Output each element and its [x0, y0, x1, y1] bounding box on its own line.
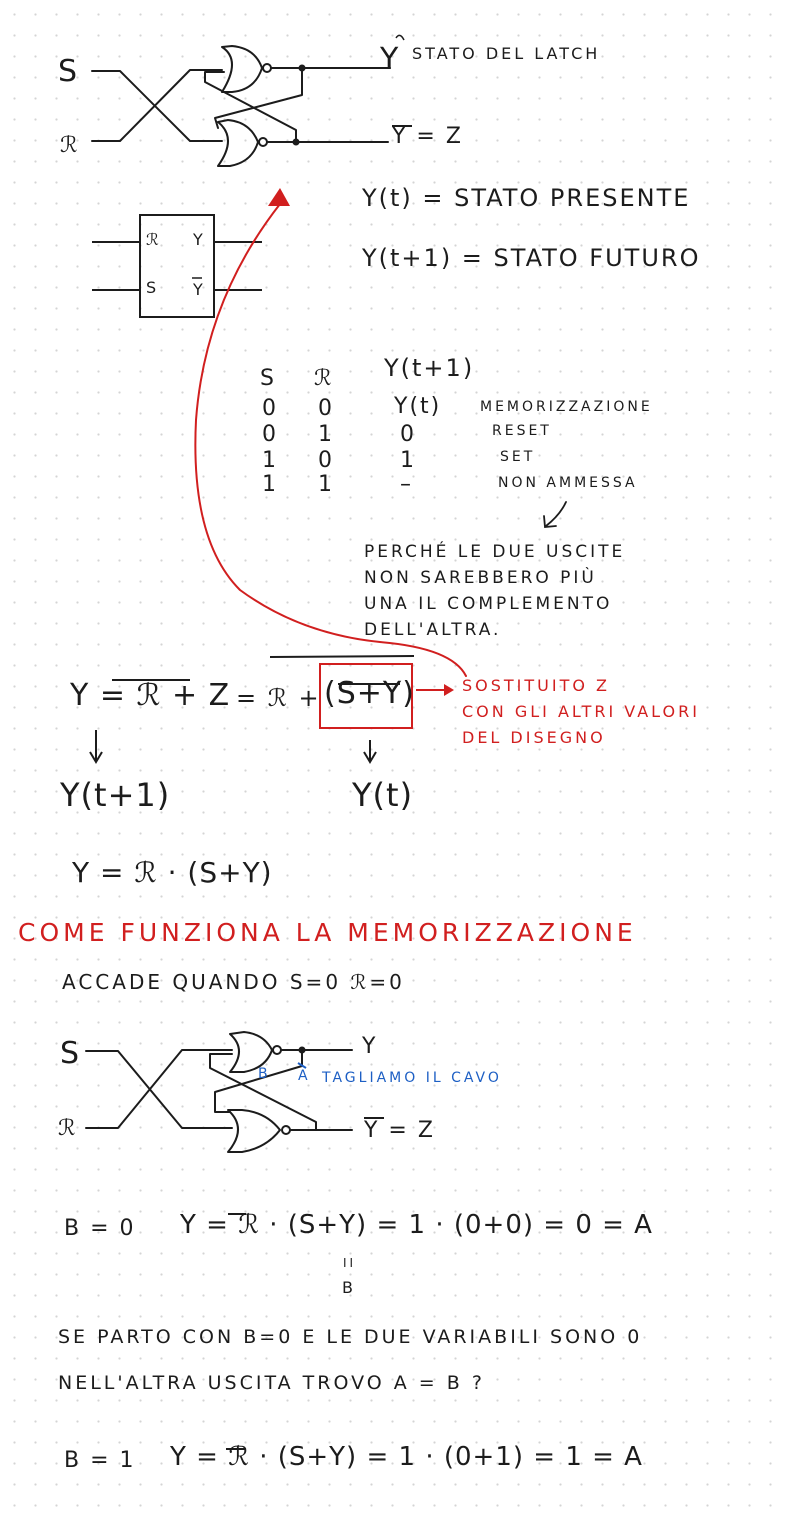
tt-r3-r: 1 — [318, 472, 334, 497]
latch2-output-y: Y — [362, 1034, 378, 1059]
tt-r2-note: SET — [500, 449, 536, 465]
latch1-input-r: ℛ — [60, 133, 80, 158]
section-subtitle: ACCADE QUANDO S=0 ℛ=0 — [62, 970, 405, 994]
tt-r0-r: 0 — [318, 396, 334, 421]
tt-r1-r: 1 — [318, 422, 334, 447]
latch2-blue-note: TAGLIAMO IL CAVO — [322, 1070, 502, 1086]
text-line-1: SE PARTO CON B=0 E LE DUE VARIABILI SONO 0 — [58, 1326, 643, 1348]
tt-header-y: Y(t+1) — [384, 354, 475, 382]
equation-label-future: Y(t+1) — [60, 776, 171, 814]
calc1-cond: B = 0 — [64, 1216, 136, 1241]
tt-r0-y: Y(t) — [394, 394, 442, 419]
red-note-line-2: CON GLI ALTRI VALORI — [462, 702, 700, 721]
tt-r1-y: 0 — [400, 422, 416, 447]
calc1-eq-mark: II — [343, 1256, 357, 1270]
latch2-label-b: B — [258, 1066, 271, 1082]
tt-r2-r: 0 — [318, 448, 334, 473]
equation-mid: = ℛ + — [236, 684, 321, 712]
calc2-cond: B = 1 — [64, 1448, 136, 1473]
tt-r2-y: 1 — [400, 448, 416, 473]
def-present: Y(t) = STATO PRESENTE — [362, 184, 691, 212]
equation-result: Y = ℛ · (S+Y) — [72, 856, 273, 889]
latch1-input-s: S — [58, 54, 79, 89]
red-note-line-1: SOSTITUITO Z — [462, 676, 611, 695]
tt-r3-note: NON AMMESSA — [498, 475, 638, 491]
tt-r3-y: – — [400, 472, 413, 497]
tt-r1-s: 0 — [262, 422, 278, 447]
equation-boxed: (S+Y) — [324, 676, 415, 711]
latch1-output-ybar: Y = Z — [392, 124, 463, 149]
note-line-1: PERCHÉ LE DUE USCITE — [364, 542, 626, 562]
block-pin-y: Y — [193, 230, 206, 249]
note-line-2: NON SAREBBERO PIÙ — [364, 568, 597, 588]
tt-r2-s: 1 — [262, 448, 278, 473]
block-pin-ybar: Y — [193, 280, 206, 299]
block-pin-r: ℛ — [146, 230, 162, 249]
note-line-3: UNA IL COMPLEMENTO — [364, 594, 613, 614]
equation-left: Y = ℛ + Z — [70, 678, 231, 713]
equation-label-present: Y(t) — [352, 776, 414, 814]
text-line-2: NELL'ALTRA USCITA TROVO A = B ? — [58, 1372, 485, 1394]
tt-r0-s: 0 — [262, 396, 278, 421]
latch2-label-a: A — [298, 1068, 311, 1084]
note-line-4: DELL'ALTRA. — [364, 620, 502, 640]
latch2-input-s: S — [60, 1036, 81, 1071]
calc1-b-under: B — [342, 1278, 356, 1297]
red-note-line-3: DEL DISEGNO — [462, 728, 606, 747]
latch1-output-y: Y — [380, 42, 400, 77]
calc1-expr: Y = ℛ · (S+Y) = 1 · (0+0) = 0 = A — [180, 1210, 653, 1240]
latch1-output-note: STATO DEL LATCH — [412, 44, 601, 63]
tt-header-s: S — [260, 366, 276, 391]
tt-r0-note: MEMORIZZAZIONE — [480, 399, 653, 415]
section-title: COME FUNZIONA LA MEMORIZZAZIONE — [18, 918, 637, 947]
latch2-output-ybar: Y = Z — [364, 1118, 435, 1143]
block-pin-s: S — [146, 278, 160, 297]
def-future: Y(t+1) = STATO FUTURO — [362, 244, 701, 272]
tt-header-r: ℛ — [314, 366, 334, 391]
calc2-expr: Y = ℛ · (S+Y) = 1 · (0+1) = 1 = A — [170, 1442, 643, 1472]
tt-r3-s: 1 — [262, 472, 278, 497]
latch2-input-r: ℛ — [58, 1116, 78, 1141]
tt-r1-note: RESET — [492, 423, 552, 439]
